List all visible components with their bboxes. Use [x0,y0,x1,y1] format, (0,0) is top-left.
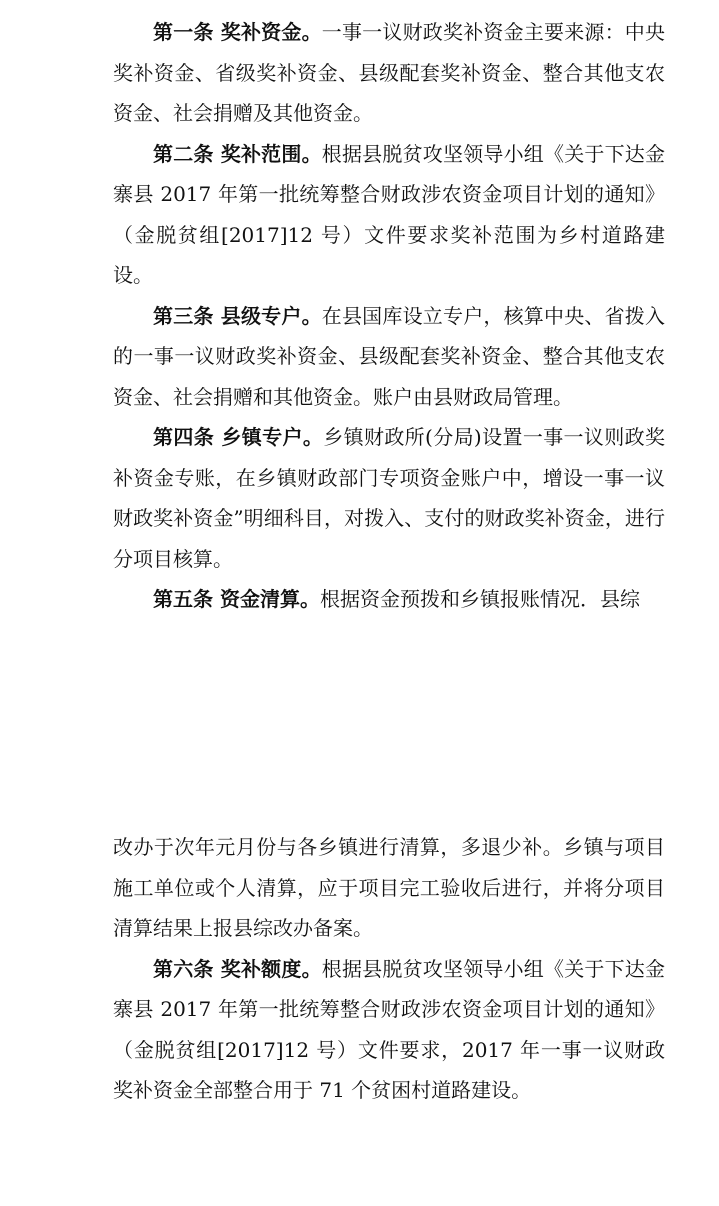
article-2 [113,134,665,296]
article-6-heading: 第六条 奖补额度。 [153,956,322,981]
document-body-bottom [113,827,665,1111]
article-4-body: 乡镇财政所(分局)设置一事一议则政奖补资金专账，在乡镇财政部门专项资金账户中，增设一事一议财政奖补资金”明细科目，对拨入、支付的财政奖补资金，进行分项目核算。 [113,425,666,571]
article-6-body: 根据县脱贫攻坚领导小组《关于下达金寨县 2017 年第一批统筹整合财政涉农资金项目计划的通知》（金脱贫组[2017]12 号）文件要求，2017 年一事一议财政奖补资金全部整合用于 71 个贫困村道路建设。 [113,956,666,1102]
article-3-heading: 第三条 县级专户。 [153,303,322,328]
article-1-body: 一事一议财政奖补资金主要来源：中央奖补资金、省级奖补资金、县级配套奖补资金、整合其他支农资金、社会捐赠及其他资金。 [113,20,666,125]
article-1 [113,12,665,134]
article-2-body: 根据县脱贫攻坚领导小组《关于下达金寨县 2017 年第一批统筹整合财政涉农资金项目计划的通知》（金脱贫组[2017]12 号）文件要求奖补范围为乡村道路建设。 [113,141,666,287]
article-5 [113,579,665,620]
article-5-heading: 第五条 资金清算。 [153,587,320,611]
article-4-heading: 第四条 乡镇专户。 [153,425,324,449]
article-4 [113,417,665,579]
article-3-body: 在县国库设立专户，核算中央、省拨入的一事一议财政奖补资金、县级配套奖补资金、整合其他支农资金、社会捐赠和其他资金。账户由县财政局管理。 [113,303,666,409]
document-body-top [113,12,665,620]
article-1-heading: 第一条 奖补资金。 [153,20,322,44]
article-2-heading: 第二条 奖补范围。 [153,141,322,166]
article-3 [113,296,665,418]
article-6 [113,949,665,1111]
article-5-continuation: 改办于次年元月份与各乡镇进行清算，多退少补。乡镇与项目施工单位或个人清算，应于项目完工验收后进行，并将分项目清算结果上报县综改办备案。 [113,835,665,940]
article-5-body: 根据资金预拨和乡镇报账情况．县综 [319,587,640,611]
